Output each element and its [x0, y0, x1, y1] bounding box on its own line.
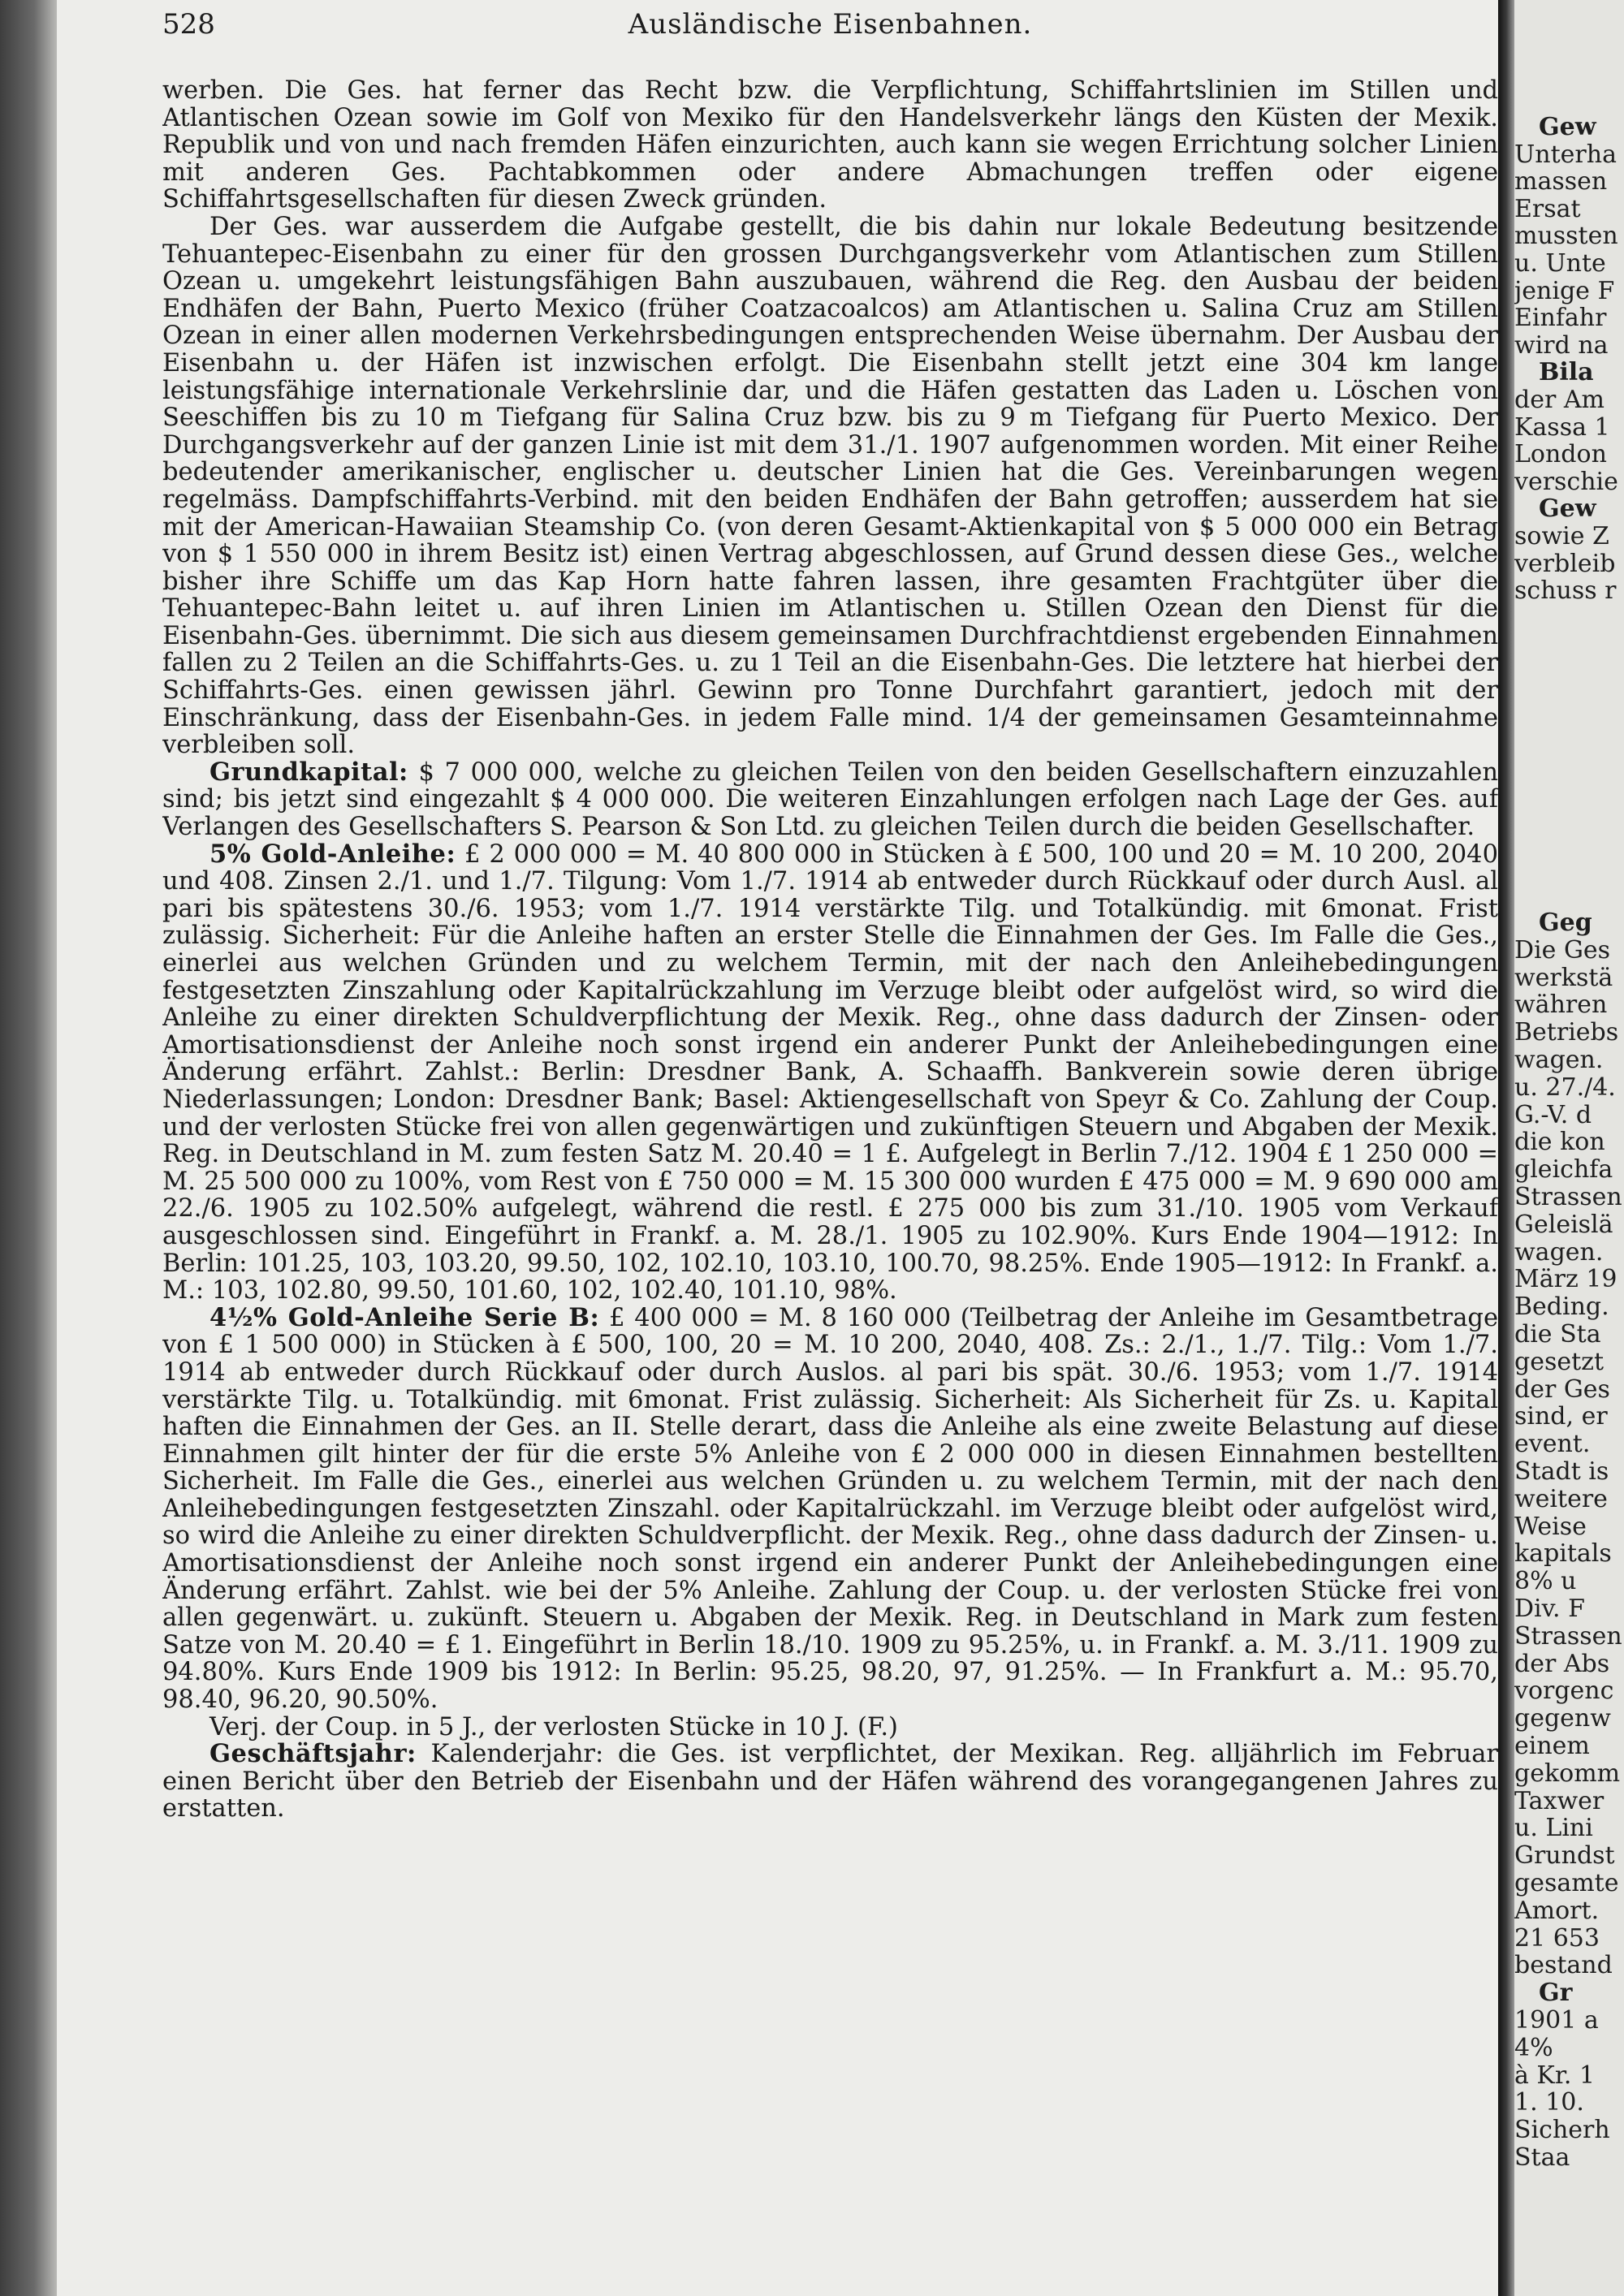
facing-page-text-fragment: Strassen: [1514, 1621, 1622, 1651]
facing-page-text-fragment: werkstä: [1514, 963, 1613, 992]
facing-page-text-fragment: Ersat: [1514, 194, 1581, 223]
facing-page-text-fragment: der Abs: [1514, 1649, 1610, 1678]
paragraph-text: £ 400 000 = M. 8 160 000 (Teilbetrag der Anleihe im Gesamtbetrage von £ 1 500 000) in Stücken à £ 500, 100, 20 = M. 10 200, 2040, 408. Zs.: 2./1., 1./7. Tilg.: Vom 1./7. 1914 ab entweder durch Rückkauf oder durch Auslos. al pari bis spät. 30./6. 1953; vom 1./7. 1914 verstärkte Tilg. u. Totalkündig. mit 6monat. Frist zulässig. Sicherheit: Als Sicherheit für Zs. u. Kapital haften die Einnahmen der Ges. an II. Stelle derart, dass die Anleihe als eine zweite Belastung auf diese Einnahmen gilt hinter der für die erste 5% Anleihe von £ 2 000 000 in diesen Einnahmen bestellten Sicherheit. Im Falle die Ges., einerlei aus welchen Gründen u. zu welchem Termin, mit der nach den Anleihebedingungen festgesetzten Zinszahl. oder Kapitalrückzahl. im Verzuge bleibt oder aufgelöst wird, so wird die Anleihe zu einer direkten Schuldverpflicht. der Mexik. Reg., ohne dass dadurch der Zinsen- u. Amortisationsdienst der Anleihe noch sonst irgend ein anderer Punkt der Anleihebedingungen eine Änderung erfährt. Zahlst. wie bei der 5% Anleihe. Zahlung der Coup. u. der verlosten Stücke frei von allen gegenwärt. u. zukünft. Steuern u. Abgaben der Mexik. Reg. in Deutschland in Mark zum festen Satze von M. 20.40 = £ 1. Eingeführt in Berlin 18./10. 1909 zu 95.25%, u. in Frankf. a. M. 3./11. 1909 zu 94.80%. Kurs Ende 1909 bis 1912: In Berlin: 95.25, 98.20, 97, 91.25%. — In Frankfurt a. M.: 95.70, 98.40, 96.20, 90.50%.: [162, 1303, 1498, 1715]
facing-page-text-fragment: Gew: [1539, 113, 1596, 141]
facing-page-text-fragment: massen: [1514, 167, 1608, 196]
facing-page-text-fragment: Kassa 1: [1514, 412, 1610, 442]
facing-page-text-fragment: Amort.: [1514, 1896, 1600, 1925]
paragraph: [162, 1741, 1498, 1823]
facing-page-text-fragment: Einfahr: [1514, 304, 1607, 333]
facing-page-text-fragment: Gr: [1539, 1979, 1573, 2008]
paragraph-lead-heading: Geschäftsjahr:: [209, 1739, 417, 1769]
facing-page-text-fragment: sind, er: [1514, 1402, 1608, 1431]
scan-left-edge: [0, 0, 57, 2296]
facing-page-text-fragment: gekomm: [1514, 1759, 1621, 1788]
facing-page-text-fragment: verbleib: [1514, 549, 1616, 578]
paragraph: [162, 759, 1498, 841]
facing-page-text-fragment: kapitals: [1514, 1539, 1612, 1569]
facing-page-text-fragment: Taxwer: [1514, 1786, 1605, 1815]
paragraph: [162, 214, 1498, 759]
facing-page-text-fragment: Bila: [1539, 358, 1594, 387]
facing-page-text-fragment: die kon: [1514, 1128, 1605, 1157]
facing-page-text-fragment: gesamte: [1514, 1869, 1619, 1897]
facing-page-text-fragment: Strassen: [1514, 1183, 1622, 1211]
paragraph-lead-heading: 4½% Gold-Anleihe Serie B:: [209, 1302, 600, 1332]
facing-page-text-fragment: einem: [1514, 1732, 1590, 1760]
facing-page-text-fragment: der Ges: [1514, 1375, 1610, 1404]
facing-page-text-fragment: verschie: [1514, 467, 1618, 496]
facing-page-text-fragment: jenige F: [1514, 276, 1615, 305]
facing-page-text-fragment: Geleislä: [1514, 1210, 1613, 1239]
facing-page-text-fragment: gesetzt: [1514, 1347, 1605, 1376]
facing-page-text-fragment: sowie Z: [1514, 522, 1609, 550]
paragraph-text: Kalenderjahr: die Ges. ist verpflichtet, der Mexikan. Reg. alljährlich im Februar einen Bericht über den Betrieb der Eisenbahn und der Häfen während des vorangegangenen Jahres zu erstatten.: [162, 1740, 1498, 1823]
facing-page-text-fragment: à Kr. 1: [1514, 2061, 1596, 2090]
facing-page-text-fragment: 8% u: [1514, 1567, 1577, 1596]
facing-page-text-fragment: wird na: [1514, 330, 1609, 360]
facing-page-text-fragment: Beding.: [1514, 1293, 1609, 1322]
facing-page-text-fragment: weitere: [1514, 1484, 1608, 1513]
facing-page-text-fragment: wagen.: [1514, 1237, 1604, 1267]
facing-page-text-fragment: Sicherh: [1514, 2116, 1610, 2145]
facing-page-text-fragment: gegenw: [1514, 1704, 1611, 1733]
paragraph-text: $ 7 000 000, welche zu gleichen Teilen von den beiden Gesellschaftern einzuzahlen sind; bis jetzt sind eingezahlt $ 4 000 000. Die weiteren Einzahlungen erfolgen nach Lage der Ges. auf Verlangen des Gesellschafters S. Pearson & Son Ltd. zu gleichen Teilen durch die beiden Gesellschafter.: [162, 757, 1498, 842]
facing-page-fragment: [1514, 0, 1624, 2296]
facing-page-text-fragment: u. Lini: [1514, 1814, 1593, 1843]
paragraph-lead-heading: Grundkapital:: [209, 757, 408, 787]
facing-page-text-fragment: G.-V. d: [1514, 1100, 1592, 1129]
facing-page-text-fragment: 21 653: [1514, 1923, 1600, 1953]
facing-page-text-fragment: währen: [1514, 990, 1608, 1020]
facing-page-text-fragment: März 19: [1514, 1265, 1618, 1294]
facing-page-text-fragment: die Sta: [1514, 1320, 1601, 1349]
facing-page-text-fragment: der Am: [1514, 386, 1605, 414]
facing-page-text-fragment: event.: [1514, 1430, 1591, 1459]
facing-page-text-fragment: Die Ges: [1514, 935, 1611, 965]
facing-page-text-fragment: Unterha: [1514, 140, 1617, 169]
facing-page-text-fragment: bestand: [1514, 1951, 1613, 1980]
page-number: 528: [162, 8, 215, 41]
facing-page-text-fragment: u. 27./4.: [1514, 1072, 1616, 1102]
article-body: [162, 77, 1498, 1823]
paragraph-text: werben. Die Ges. hat ferner das Recht bzw. die Verpflichtung, Schiffahrtslinien im Stillen und Atlantischen Ozean sowie im Golf von Mexiko für den Handelsverkehr längs den Küsten der Mexik. Republik und von und nach fremden Häfen einzurichten, auch kann sie wegen Errichtung solcher Linien mit anderen Ges. Pachtabkommen oder andere Abmachungen treffen oder eigene Schiffahrtsgesellschaften für diesen Zweck gründen.: [162, 77, 1498, 214]
book-page: [57, 0, 1498, 2296]
facing-page-text-fragment: Betriebs: [1514, 1018, 1619, 1047]
facing-page-text-fragment: gleichfa: [1514, 1155, 1613, 1185]
facing-page-text-fragment: Weise: [1514, 1512, 1587, 1541]
facing-page-text-fragment: Stadt is: [1514, 1457, 1609, 1486]
facing-page-text-fragment: vorgenc: [1514, 1677, 1614, 1706]
facing-page-text-fragment: 1. 10.: [1514, 2088, 1584, 2117]
facing-page-text-fragment: Div. F: [1514, 1595, 1585, 1623]
facing-page-text-fragment: London: [1514, 440, 1607, 469]
facing-page-text-fragment: schuss r: [1514, 576, 1617, 606]
facing-page-text-fragment: 1901 a: [1514, 2006, 1599, 2035]
paragraph: [162, 1302, 1498, 1715]
facing-page-text-fragment: 4%: [1514, 2033, 1553, 2062]
book-gutter: [1498, 0, 1514, 2296]
paragraph-text: Der Ges. war ausserdem die Aufgabe gestellt, die bis dahin nur lokale Bedeutung besitzende Tehuantepec-Eisenbahn zu einer für den grossen Durchgangsverkehr vom Atlantischen zum Stillen Ozean u. umgekehrt leistungsfähigen Bahn auszubauen, während die Reg. den Ausbau der beiden Endhäfen der Bahn, Puerto Mexico (früher Coatzacoalcos) am Atlantischen u. Salina Cruz am Stillen Ozean in einer allen modernen Verkehrsbedingungen entsprechenden Weise übernahm. Der Ausbau der Eisenbahn u. der Häfen ist inzwischen erfolgt. Die Eisenbahn stellt jetzt eine 304 km lange leistungsfähige internationale Verkehrslinie dar, und die Häfen gestatten das Laden u. Löschen von Seeschiffen bis zu 10 m Tiefgang für Salina Cruz bzw. bis zu 9 m Tiefgang für Puerto Mexico. Der Durchgangsverkehr auf der ganzen Linie ist mit dem 31./1. 1907 aufgenommen worden. Mit einer Reihe bedeutender amerikanischer, englischer u. deutscher Linien hat die Ges. Vereinbarungen wegen regelmäss. Dampfschiffahrts-Verbind. mit den beiden Endhäfen der Bahn getroffen; ausserdem hat sie mit der American-Hawaiian Steamship Co. (von deren Gesamt-Aktienkapital von $ 5 000 000 ein Betrag von $ 1 550 000 in ihrem Besitz ist) einen Vertrag abgeschlossen, auf Grund dessen diese Ges., welche bisher ihre Schiffe um das Kap Horn hatte fahren lassen, ihre gesamten Frachtgüter über die Tehuantepec-Bahn leitet u. auf ihren Linien im Atlantischen u. Stillen Ozean den Dienst für die Eisenbahn-Ges. übernimmt. Die sich aus diesem gemeinsamen Durchfrachtdienst ergebenden Einnahmen fallen zu 2 Teilen an die Schiffahrts-Ges. u. zu 1 Teil an die Eisenbahn-Ges. Die letztere hat hierbei der Schiffahrts-Ges. einen gewissen jährl. Gewinn pro Tonne Durchfahrt garantiert, jedoch mit der Einschränkung, dass der Eisenbahn-Ges. in jedem Falle mind. 1/4 der gemeinsamen Gesamteinnahme verbleiben soll.: [162, 212, 1498, 760]
facing-page-text-fragment: Staa: [1514, 2143, 1570, 2172]
facing-page-text-fragment: u. Unte: [1514, 249, 1606, 278]
paragraph: [162, 77, 1498, 214]
running-title: Ausländische Eisenbahnen.: [628, 8, 1033, 41]
facing-page-text-fragment: Geg: [1539, 908, 1592, 937]
facing-page-text-fragment: Gew: [1539, 494, 1596, 524]
facing-page-text-fragment: Grundst: [1514, 1841, 1615, 1871]
facing-page-text-fragment: mussten: [1514, 222, 1618, 251]
paragraph-text: Verj. der Coup. in 5 J., der verlosten Stücke in 10 J. (F.): [209, 1712, 898, 1741]
paragraph-text: £ 2 000 000 = M. 40 800 000 in Stücken à £ 500, 100 und 20 = M. 10 200, 2040 und 408. Zinsen 2./1. und 1./7. Tilgung: Vom 1./7. 1914 ab entweder durch Rückkauf oder durch Ausl. al pari bis spätestens 30./6. 1953; vom 1./7. 1914 verstärkte Tilg. und Totalkündig. mit 6monat. Frist zulässig. Sicherheit: Für die Anleihe haften an erster Stelle die Einnahmen der Ges. Im Falle die Ges., einerlei aus welchen Gründen und zu welchem Termin, mit der nach den Anleihebedingungen festgesetzten Zinszahlung oder Kapitalrückzahlung im Verzuge bleibt oder aufgelöst wird, so wird die Anleihe zu einer direkten Schuldverpflichtung der Mexik. Reg., ohne dass dadurch der Zinsen- oder Amortisationsdienst der Anleihe noch sonst irgend ein anderer Punkt der Anleihebedingungen eine Änderung erfährt. Zahlst.: Berlin: Dresdner Bank, A. Schaaffh. Bankverein sowie deren übrige Niederlassungen; London: Dresdner Bank; Basel: Aktiengesellschaft von Speyr & Co. Zahlung der Coup. und der verlosten Stücke frei von allen gegenwärtigen und zukünftigen Steuern und Abgaben der Mexik. Reg. in Deutschland in M. zum festen Satz M. 20.40 = 1 £. Aufgelegt in Berlin 7./12. 1904 £ 1 250 000 = M. 25 500 000 zu 100%, vom Rest von £ 750 000 = M. 15 300 000 wurden £ 475 000 = M. 9 690 000 am 22./6. 1905 zu 102.50% aufgelegt, während die restl. £ 275 000 bis zum 31./10. 1905 vom Verkauf ausgeschlossen sind. Eingeführt in Frankf. a. M. 28./1. 1905 zu 102.90%. Kurs Ende 1904—1912: In Berlin: 101.25, 103, 103.20, 99.50, 102, 102.10, 103.10, 100.70, 98.25%. Ende 1905—1912: In Frankf. a. M.: 103, 102.80, 99.50, 101.60, 102, 102.40, 101.10, 98%.: [162, 839, 1498, 1306]
paragraph-lead-heading: 5% Gold-Anleihe:: [209, 839, 456, 869]
facing-page-text-fragment: wagen.: [1514, 1046, 1604, 1074]
paragraph: [162, 841, 1498, 1305]
page-header: [162, 8, 1498, 57]
paragraph: [162, 1714, 1498, 1741]
